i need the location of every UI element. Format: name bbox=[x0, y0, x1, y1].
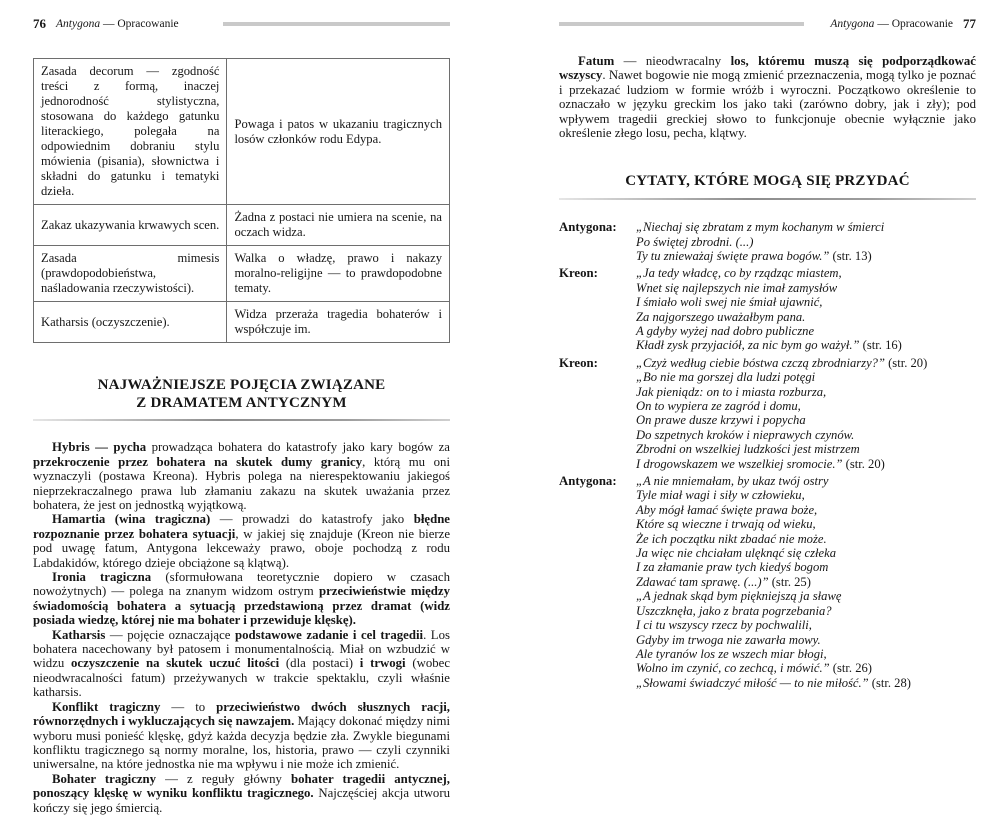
paragraph-fatum: Fatum — nieodwracalny los, któremu muszą się podporządkować wszyscy. Nawet bogowie nie mogą zmienić przeznaczenia, mogą tylko je poznać i przekazać ludziom w formie wróżb i wyroczni. Początkowo określenie to oznaczało w języku greckim los jako taki (zarówno dobry, jak i zły); pod wpływem tragedii greckiej słowo to funkcjonuje obecnie wyłącznie jako określenie złego losu, pecha, klątwy. bbox=[559, 54, 976, 141]
quote-line: On to wypiera ze zagród i domu, bbox=[636, 399, 801, 413]
quote-lines bbox=[636, 356, 976, 471]
quote-line: Zdawać tam sprawę. (...)” (str. 25) bbox=[636, 574, 811, 589]
quote-line: I za złamanie praw tych kiedyś bogom bbox=[636, 560, 829, 575]
running-header-right bbox=[559, 16, 976, 31]
paragraph-konflikt: Konflikt tragiczny — to przeciwieństwo dwóch słusznych racji, równorzędnych i wykluczających się nawzajem. Mający dokonać między nimi wyboru musi ponieść klęskę, gdyż każda decyzja będzie zła. Zwykle biegunami konfliktu tragicznego są normy moralne, los, historia, prawo — czyli czynniki uniwersalne, na które jednostka nie ma wpływu i nie może ich zmienić. bbox=[33, 699, 451, 772]
quotes-section bbox=[559, 220, 976, 690]
quote-line: Po świętej zbrodni. (...) bbox=[636, 234, 754, 249]
quote-block-antygona-1 bbox=[559, 220, 976, 263]
quote-line: A gdyby wyżej nad dobro publiczne bbox=[636, 323, 815, 338]
quote-line: I drogowskazem we wszelkiej sromocie.” (str. 20) bbox=[636, 456, 885, 471]
quote-lines bbox=[636, 474, 976, 690]
table-cell-detail: Powaga i patos w ukazaniu tragicznych losów członków rodu Edypa. bbox=[227, 59, 450, 205]
section-heading-pojecia bbox=[33, 377, 450, 421]
section-heading-line1: CYTATY, KTÓRE MOGĄ SIĘ PRZYDAĆ bbox=[625, 173, 910, 190]
speaker-label: Kreon: bbox=[559, 355, 598, 370]
table-cell-rule: Katharsis (oczyszczenie). bbox=[34, 302, 227, 343]
speaker-label: Antygona: bbox=[559, 220, 617, 235]
running-header-left bbox=[33, 16, 450, 31]
table-row bbox=[34, 246, 450, 302]
table-row bbox=[34, 205, 450, 246]
quote-line: Jak pieniądz: on to i miasta rozburza, bbox=[636, 384, 827, 399]
table-cell-detail: Żadna z postaci nie umiera na scenie, na oczach widza. bbox=[227, 205, 450, 246]
section-heading-cytaty bbox=[559, 173, 976, 200]
heading-underline bbox=[33, 419, 450, 421]
quote-line: „Bo nie ma gorszej dla ludzi potęgi bbox=[636, 370, 816, 385]
quote-line: „Niechaj się zbratam z mym kochanym w śmierci bbox=[636, 220, 885, 235]
header-rule-bar bbox=[559, 22, 804, 26]
quote-line: Za najgorszego uważałbym pana. bbox=[636, 309, 806, 324]
quote-line: Wnet się najlepszych nie imał zamysłów bbox=[636, 280, 838, 295]
page-number-left: 76 bbox=[33, 15, 46, 31]
quote-line: Wolno im czynić, co zechcą, i mówić.” (str. 26) bbox=[636, 661, 872, 676]
table-row bbox=[34, 302, 450, 343]
quote-line: „A jednak skąd bym piękniejszą ja sławę bbox=[636, 589, 842, 604]
quote-line: Aby mógł łamać święte prawa boże, bbox=[636, 502, 818, 517]
quote-block-antygona-2 bbox=[559, 474, 976, 690]
speaker-label: Kreon: bbox=[559, 266, 598, 281]
quote-lines bbox=[636, 220, 976, 263]
quote-line: I śmiało woli swej nie śmiał ujawnić, bbox=[636, 295, 823, 310]
quote-line: On prawe dusze krzywi i popycha bbox=[636, 413, 806, 428]
page-right bbox=[559, 16, 976, 693]
quote-line: „Słowami świadczyć miłość — to nie miłość.” (str. 28) bbox=[636, 675, 911, 690]
quote-lines bbox=[636, 266, 976, 352]
quote-line: Ty tu znieważaj święte prawa bogów.” (str. 13) bbox=[636, 248, 872, 263]
quote-line: „Czyż według ciebie bóstwa czczą zbrodniarzy?” (str. 20) bbox=[636, 355, 928, 370]
quote-line: Uszczknęła, jako z brata pogrzebania? bbox=[636, 603, 832, 618]
quote-line: „Ja tedy władcę, co by rządząc miastem, bbox=[636, 266, 842, 281]
quote-line: I ci tu wszyscy rzecz by pochwalili, bbox=[636, 618, 812, 633]
running-title-left: Antygona — Opracowanie bbox=[56, 17, 179, 30]
running-title-right: Antygona — Opracowanie bbox=[830, 17, 953, 30]
quote-line: „A nie mniemałam, by ukaz twój ostry bbox=[636, 474, 829, 489]
quote-line: Zbrodni on wszelkiej ludzkości jest mistrzem bbox=[636, 442, 860, 457]
table-cell-rule: Zasada mimesis (prawdopodobieństwa, naśladowania rzeczywistości). bbox=[34, 246, 227, 302]
quote-line: Tyle miał wagi i siły w człowieku, bbox=[636, 488, 805, 503]
table-cell-rule: Zakaz ukazywania krwawych scen. bbox=[34, 205, 227, 246]
drama-rules-table bbox=[33, 58, 450, 343]
quote-line: Do szpetnych kroków i nieprawych czynów. bbox=[636, 427, 855, 442]
header-rule-bar bbox=[223, 22, 450, 26]
heading-underline bbox=[559, 198, 976, 200]
quote-line: Że ich początku nikt zbadać nie może. bbox=[636, 531, 827, 546]
page-left bbox=[33, 16, 450, 815]
definitions-body bbox=[33, 440, 450, 815]
page-number-right: 77 bbox=[963, 15, 976, 31]
section-heading-line1: NAJWAŻNIEJSZE POJĘCIA ZWIĄZANE bbox=[97, 377, 386, 393]
paragraph-hamartia: Hamartia (wina tragiczna) — prowadzi do katastrofy jako błędne rozpoznanie przez bohatera sytuacji, w jakiej się znajduje (Kreon nie bierze pod uwagę fatum, Antygona lekceważy prawo, oboje pochodzą z rodu Labdakidów, którego dzieje obciążone są klątwą). bbox=[33, 512, 450, 570]
quote-line: Ale tyranów los ze wszech miar błogi, bbox=[636, 646, 827, 661]
quote-line: Ja więc nie chciałam ulęknąć się człeka bbox=[636, 546, 837, 561]
paragraph-hybris: Hybris — pycha prowadząca bohatera do katastrofy jako kary bogów za przekroczenie przez bohatera na skutek dumy granicy, którą mu oni wyznaczyli (postawa Kreona). Hybris polega na nierespektowaniu jakiegoś nieprzekraczalnego prawa lub złamaniu zakazu na skutek uważania przez bohatera, że jest on jednostką wyjątkową. bbox=[33, 440, 451, 512]
table-cell-rule: Zasada decorum — zgodność treści z formą, inaczej jednorodność stylistyczna, stosowana do każdego gatunku literackiego, polegała na odpowiednim dobraniu stylu mówienia (pisania), słownictwa i składni do gatunku i tematyki dzieła. bbox=[34, 59, 227, 205]
table-row bbox=[34, 59, 450, 205]
paragraph-bohater: Bohater tragiczny — z reguły główny bohater tragedii antycznej, ponoszący klęskę w wyniku konfliktu tragicznego. Najczęściej akcja utworu kończy się jego śmiercią. bbox=[33, 771, 450, 815]
quote-line: Gdyby im trwoga nie zawarła mowy. bbox=[636, 632, 821, 647]
quote-line: Które są wieczne i trwają od wieku, bbox=[636, 517, 816, 532]
quote-block-kreon-1 bbox=[559, 266, 976, 352]
paragraph-katharsis: Katharsis — pojęcie oznaczające podstawowe zadanie i cel tragedii. Los bohatera nacechowany był patosem i monumentalnością. Miał on wzbudzić w widzu oczyszczenie na skutek uczuć litości (dla postaci) i trwogi (wobec nieodwracalności fatum) przeżywanych w trakcie spektaklu, czyli właśnie katharsis. bbox=[33, 627, 450, 700]
fatum-section bbox=[559, 54, 976, 140]
speaker-label: Antygona: bbox=[559, 474, 617, 489]
quote-block-kreon-2 bbox=[559, 356, 976, 471]
section-heading-line2: Z DRAMATEM ANTYCZNYM bbox=[136, 394, 347, 411]
quote-line: Kładł zysk przyjaciół, za nic bym go ważył.” (str. 16) bbox=[636, 338, 902, 353]
paragraph-ironia: Ironia tragiczna (sformułowana teoretycznie dopiero w czasach nowożytnych) — polega na znanym widzom ostrym przeciwieństwie między świadomością bohatera a sytuacją przedstawioną przez dramat (widz posiada wiedzę, której nie ma bohater i przewiduje klęskę). bbox=[33, 570, 450, 628]
table-cell-detail: Widza przeraża tragedia bohaterów i współczuje im. bbox=[227, 302, 450, 343]
table-cell-detail: Walka o władzę, prawo i nakazy moralno-religijne — to prawdopodobne tematy. bbox=[227, 246, 450, 302]
